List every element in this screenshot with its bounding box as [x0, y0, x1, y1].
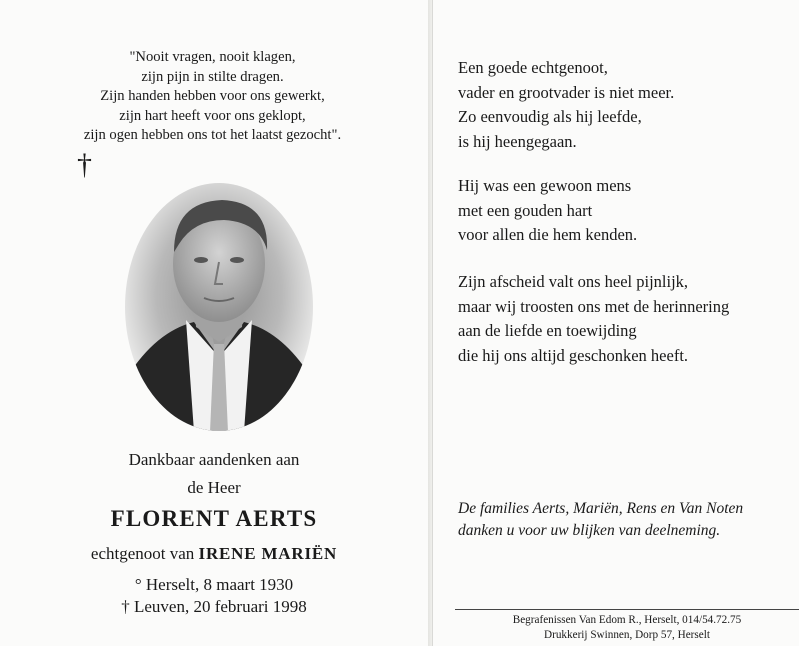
honorific-line: de Heer [187, 478, 241, 497]
portrait-photo [124, 182, 314, 432]
motto-quote: "Nooit vragen, nooit klagen, zijn pijn in stilte dragen. Zijn handen hebben voor ons gewerkt, zijn hart heeft voor ons geklopt, zijn ogen hebben ons tot het laatst gezocht". [83, 49, 342, 144]
poem-line: met een gouden hart [458, 200, 593, 220]
printer-credit: Drukkerij Swinnen, Dorp 57, Herselt [544, 629, 710, 641]
cross-icon: † [77, 148, 92, 181]
credits-divider [455, 609, 799, 610]
spouse-name: IRENE MARIËN [198, 544, 338, 563]
dedication-line: Dankbaar aandenken aan [128, 450, 300, 469]
funeral-home-credit: Begrafenissen Van Edom R., Herselt, 014/54.72.75 [512, 614, 742, 626]
poem-line: maar wij troosten ons met de herinnering [458, 296, 730, 316]
poem-line: is hij heengegaan. [458, 131, 577, 151]
poem-line: voor allen die hem kenden. [458, 225, 638, 244]
poem-stanza [458, 56, 798, 154]
poem-line: aan de liefde en toewijding [458, 321, 637, 340]
poem-line: Hij was een gewoon mens [458, 176, 632, 195]
poem-line: die hij ons altijd geschonken heeft. [458, 345, 689, 365]
poem-stanza [458, 174, 798, 248]
poem-line: Zo eenvoudig als hij leefde, [458, 107, 642, 126]
deceased-name: FLORENT AERTS [110, 506, 318, 531]
families-line: danken u voor uw blijken van deelneming. [458, 522, 721, 539]
death-line: † Leuven, 20 februari 1998 [121, 597, 307, 616]
families-line: De families Aerts, Mariën, Rens en Van Noten [458, 500, 744, 517]
poem-line: vader en grootvader is niet meer. [458, 82, 675, 102]
poem-stanza [458, 270, 798, 368]
poem-line: Zijn afscheid valt ons heel pijnlijk, [458, 272, 689, 291]
poem-line: Een goede echtgenoot, [458, 58, 608, 77]
families-thanks [458, 498, 798, 542]
birth-line: ° Herselt, 8 maart 1930 [134, 575, 294, 594]
spouse-line [0, 544, 428, 564]
spouse-prefix: echtgenoot van [90, 544, 195, 563]
credits-block [455, 613, 799, 643]
